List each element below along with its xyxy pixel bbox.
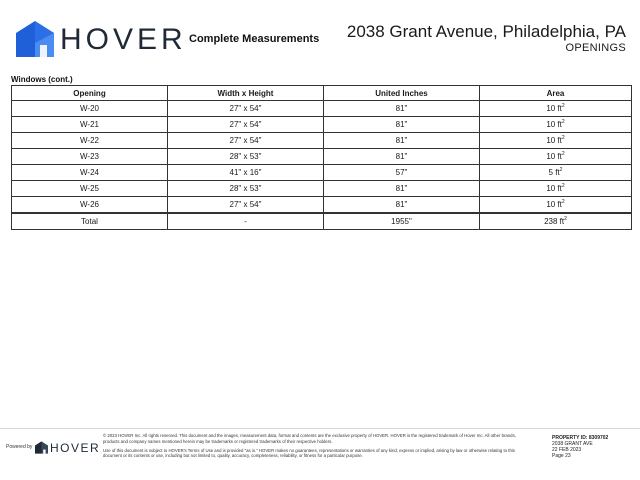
cell-opening: W-24: [12, 165, 168, 181]
house-logo-icon: [16, 19, 54, 59]
footer-hover-logo: [35, 440, 101, 456]
cell-size: 27" x 54": [168, 197, 324, 214]
table-row: [12, 101, 632, 117]
report-date: 22 FEB 2023: [552, 447, 582, 453]
property-address: 2038 Grant Avenue, Philadelphia, PA: [346, 22, 626, 41]
area-value: 10 ft: [546, 136, 562, 145]
cell-opening: W-22: [12, 133, 168, 149]
area-value: 10 ft: [546, 200, 562, 209]
table-caption: Windows (cont.): [11, 75, 73, 84]
cell-united-inches: 81": [324, 197, 480, 214]
area-value: 10 ft: [546, 152, 562, 161]
cell-united-inches: 57": [324, 165, 480, 181]
cell-size: 27" x 54": [168, 117, 324, 133]
page-number: Page 23: [552, 453, 571, 459]
cell-opening: W-25: [12, 181, 168, 197]
cell-opening: W-23: [12, 149, 168, 165]
cell-opening: W-20: [12, 101, 168, 117]
property-info: [552, 435, 608, 459]
area-exponent: 2: [564, 216, 567, 222]
cell-opening: W-21: [12, 117, 168, 133]
cell-area: [480, 117, 632, 133]
footer-brand-wordmark: HOVER: [50, 441, 101, 455]
table-row: [12, 133, 632, 149]
legal-terms: Use of this document is subject to HOVER's Terms of Use and is provided "as is." HOVER makes no guarantees, representations or warranties of any kind, express or implied, arising by law or otherwise relating to this document or its contents or use, including but not limited to, quality, accuracy, completeness, reliability, or fitness for a particular purpose.: [103, 447, 515, 458]
cell-area: [480, 101, 632, 117]
brand-wordmark: HOVER: [60, 23, 187, 56]
total-row: [12, 213, 632, 230]
cell-united-inches: 81": [324, 133, 480, 149]
area-exponent: 2: [559, 167, 563, 173]
footer-house-logo-icon: [35, 440, 48, 455]
area-exponent: 2: [561, 119, 565, 125]
cell-total-label: Total: [12, 213, 168, 230]
legal-notice: [103, 433, 523, 462]
area-value: 10 ft: [546, 104, 562, 113]
report-title: Complete Measurements: [189, 33, 320, 45]
table-row: [12, 149, 632, 165]
table-row: [12, 117, 632, 133]
cell-total-united-inches: 1955": [324, 213, 480, 230]
cell-total-area: [480, 213, 632, 230]
cell-size: 28" x 53": [168, 181, 324, 197]
windows-table: [11, 85, 632, 230]
cell-size: 27" x 54": [168, 101, 324, 117]
area-exponent: 2: [561, 135, 565, 141]
table-row: [12, 165, 632, 181]
cell-united-inches: 81": [324, 117, 480, 133]
area-exponent: 2: [561, 103, 565, 109]
cell-opening: W-26: [12, 197, 168, 214]
cell-area: [480, 149, 632, 165]
cell-total-size: -: [168, 213, 324, 230]
property-id: PROPERTY ID: 8309702: [552, 435, 609, 441]
cell-size: 28" x 53": [168, 149, 324, 165]
report-header: [0, 0, 640, 70]
table-row: [12, 181, 632, 197]
cell-area: [480, 133, 632, 149]
cell-united-inches: 81": [324, 101, 480, 117]
area-value: 10 ft: [546, 184, 562, 193]
cell-area: [480, 165, 632, 181]
column-header-united-inches: United Inches: [324, 86, 480, 101]
area-exponent: 2: [561, 151, 565, 157]
cell-size: 27" x 54": [168, 133, 324, 149]
area-exponent: 2: [561, 199, 565, 205]
cell-area: [480, 181, 632, 197]
property-short-address: 2038 GRANT AVE: [552, 441, 593, 447]
table-header-row: [12, 86, 632, 101]
legal-copyright: © 2023 HOVER Inc. All rights reserved. This document and the images, measurement data, format and contents are the exclusive property of HOVER. HOVER is the registered trademark of Hover Inc. All other brands, products and company names mentioned herein may be trademarks or registered trademarks of their respective holders.: [103, 433, 516, 444]
cell-size: 41" x 16": [168, 165, 324, 181]
table-row: [12, 197, 632, 214]
cell-united-inches: 81": [324, 149, 480, 165]
column-header-opening: Opening: [12, 86, 168, 101]
area-exponent: 2: [561, 183, 565, 189]
section-title: OPENINGS: [565, 42, 626, 54]
area-value: 238 ft: [544, 217, 565, 226]
column-header-area: Area: [480, 86, 632, 101]
powered-by-label: Powered by: [6, 444, 33, 450]
area-value: 5 ft: [548, 168, 560, 177]
cell-area: [480, 197, 632, 214]
column-header-size: Width x Height: [168, 86, 324, 101]
area-value: 10 ft: [546, 120, 562, 129]
footer-divider: [0, 428, 640, 429]
cell-united-inches: 81": [324, 181, 480, 197]
hover-logo: [16, 19, 187, 59]
